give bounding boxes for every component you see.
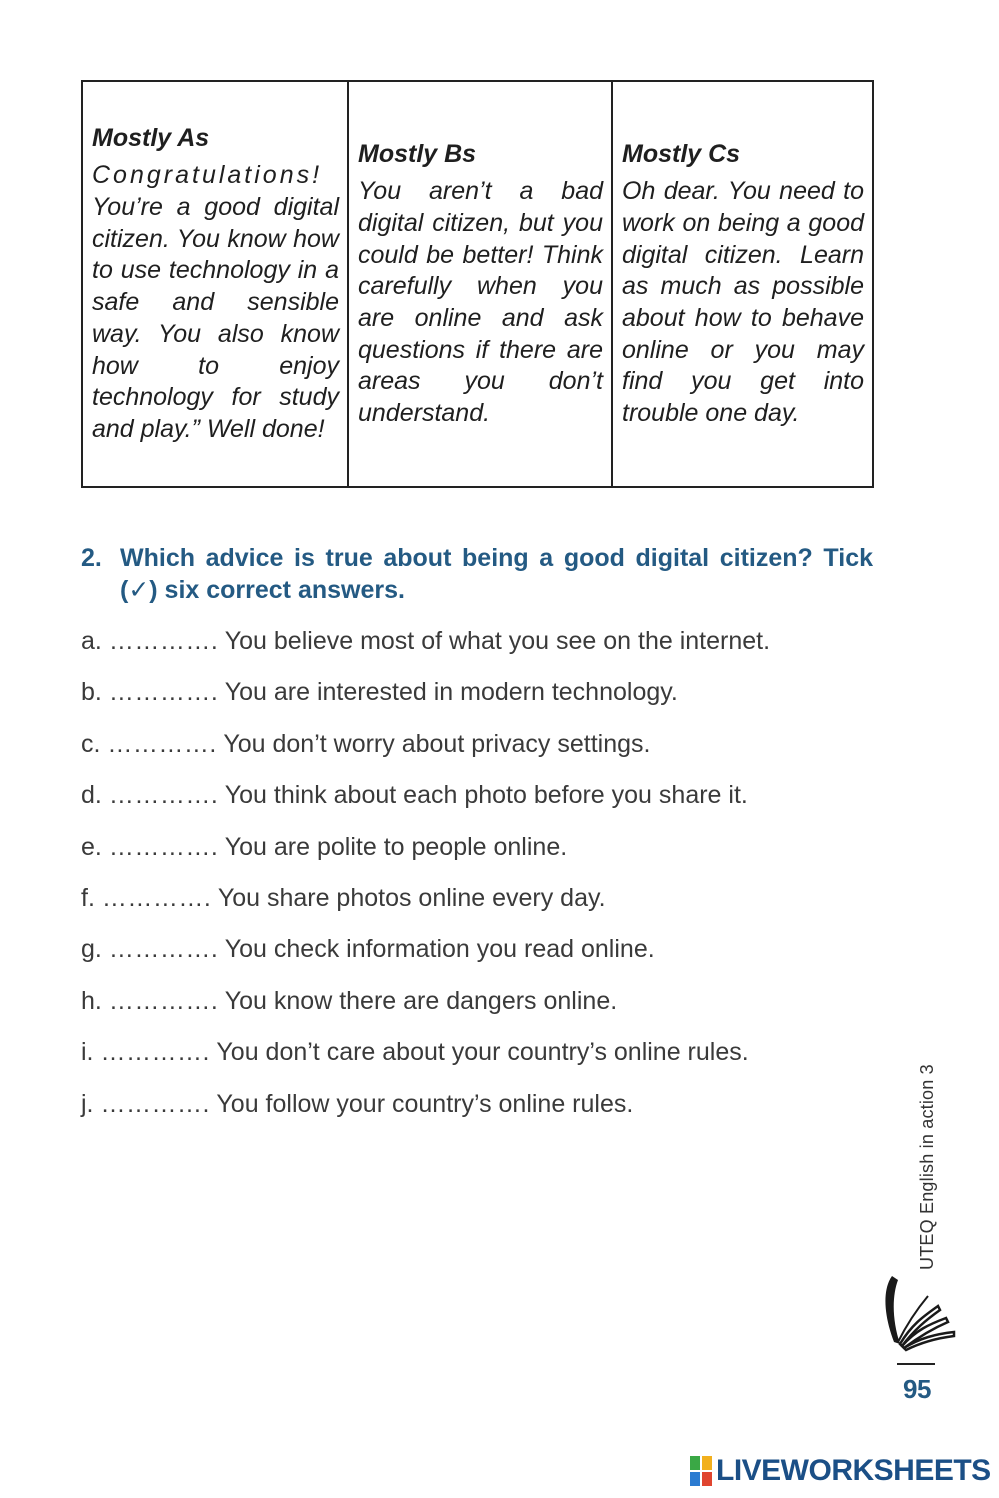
answer-text: You follow your country’s online rules. bbox=[216, 1089, 634, 1118]
answer-item-a bbox=[81, 624, 871, 675]
results-table bbox=[81, 80, 874, 488]
answer-item-b bbox=[81, 675, 871, 726]
answer-text: You check information you read online. bbox=[224, 935, 655, 964]
answer-text: You are polite to people online. bbox=[224, 832, 568, 861]
answer-letter: f. bbox=[81, 883, 95, 912]
mostly-bs-title: Mostly Bs bbox=[358, 140, 477, 169]
answer-blank[interactable]: …………. bbox=[108, 678, 219, 707]
answer-letter: c. bbox=[81, 729, 101, 758]
answer-letter: a. bbox=[81, 627, 102, 655]
mostly-as-body: You’re a good digital citizen. You know how to use technology in a safe and sensible way. You also know how to enjoy technology for study and play.” Well done! bbox=[92, 193, 339, 443]
mostly-bs-text: You aren’t a bad digital citizen, but you could be better! Think carefully when you are online and ask questions if there are areas you don’t understand. bbox=[358, 177, 603, 428]
answer-blank[interactable]: …………. bbox=[108, 781, 219, 810]
answer-letter: j. bbox=[81, 1089, 94, 1118]
answer-item-j bbox=[81, 1087, 871, 1138]
open-book-icon bbox=[878, 1272, 958, 1354]
answer-blank[interactable]: …………. bbox=[101, 883, 212, 912]
answer-letter: i. bbox=[81, 1038, 94, 1067]
book-series-label: UTEQ English in action 3 bbox=[917, 1064, 937, 1270]
mostly-as-first-word: Congratulations! bbox=[92, 161, 323, 190]
answer-letter: g. bbox=[81, 935, 102, 964]
answer-text: You think about each photo before you share it. bbox=[224, 781, 748, 810]
mostly-bs-column bbox=[347, 82, 611, 486]
answer-text: You don’t worry about privacy settings. bbox=[223, 729, 651, 758]
liveworksheets-logo-icon bbox=[690, 1456, 712, 1486]
page-number-rule bbox=[897, 1363, 935, 1365]
answer-letter: b. bbox=[81, 678, 102, 707]
page-number: 95 bbox=[903, 1374, 931, 1404]
mostly-cs-text: Oh dear. You need to work on being a good digital citizen. Learn as much as possible about how to behave online or you may find you get into trouble one day. bbox=[622, 177, 864, 428]
liveworksheets-watermark bbox=[690, 1451, 991, 1491]
answer-item-f bbox=[81, 881, 871, 932]
answer-letter: h. bbox=[81, 986, 102, 1015]
answer-item-i bbox=[81, 1035, 871, 1086]
answer-item-c bbox=[81, 727, 871, 778]
mostly-cs-column bbox=[611, 82, 872, 486]
answer-blank[interactable]: …………. bbox=[108, 627, 219, 655]
mostly-as-title: Mostly As bbox=[92, 124, 210, 153]
answer-text: You believe most of what you see on the internet. bbox=[224, 627, 771, 655]
answer-blank[interactable]: …………. bbox=[108, 986, 219, 1015]
mostly-cs-title: Mostly Cs bbox=[622, 140, 741, 169]
mostly-as-column bbox=[83, 82, 347, 486]
question-heading bbox=[81, 542, 873, 606]
answer-text: You share photos online every day. bbox=[217, 883, 606, 912]
answer-blank[interactable]: …………. bbox=[108, 832, 219, 861]
answer-item-h bbox=[81, 984, 871, 1035]
answer-text: You are interested in modern technology. bbox=[224, 678, 678, 707]
answer-text: You know there are dangers online. bbox=[224, 986, 618, 1015]
question-text: Which advice is true about being a good digital citizen? Tick (✓) six correct answers. bbox=[120, 544, 873, 604]
liveworksheets-text: LIVEWORKSHEETS bbox=[716, 1454, 991, 1487]
mostly-as-text bbox=[92, 160, 339, 445]
answer-list bbox=[81, 624, 871, 1138]
answer-item-d bbox=[81, 778, 871, 829]
answer-blank[interactable]: …………. bbox=[108, 935, 219, 964]
question-number: 2. bbox=[81, 544, 102, 572]
answer-blank[interactable]: …………. bbox=[100, 1038, 210, 1067]
answer-letter: e. bbox=[81, 832, 102, 861]
answer-item-e bbox=[81, 830, 871, 881]
answer-item-g bbox=[81, 932, 871, 983]
answer-blank[interactable]: …………. bbox=[107, 729, 217, 758]
answer-blank[interactable]: …………. bbox=[100, 1089, 210, 1118]
answer-letter: d. bbox=[81, 781, 102, 810]
answer-text: You don’t care about your country’s online rules. bbox=[216, 1038, 749, 1067]
